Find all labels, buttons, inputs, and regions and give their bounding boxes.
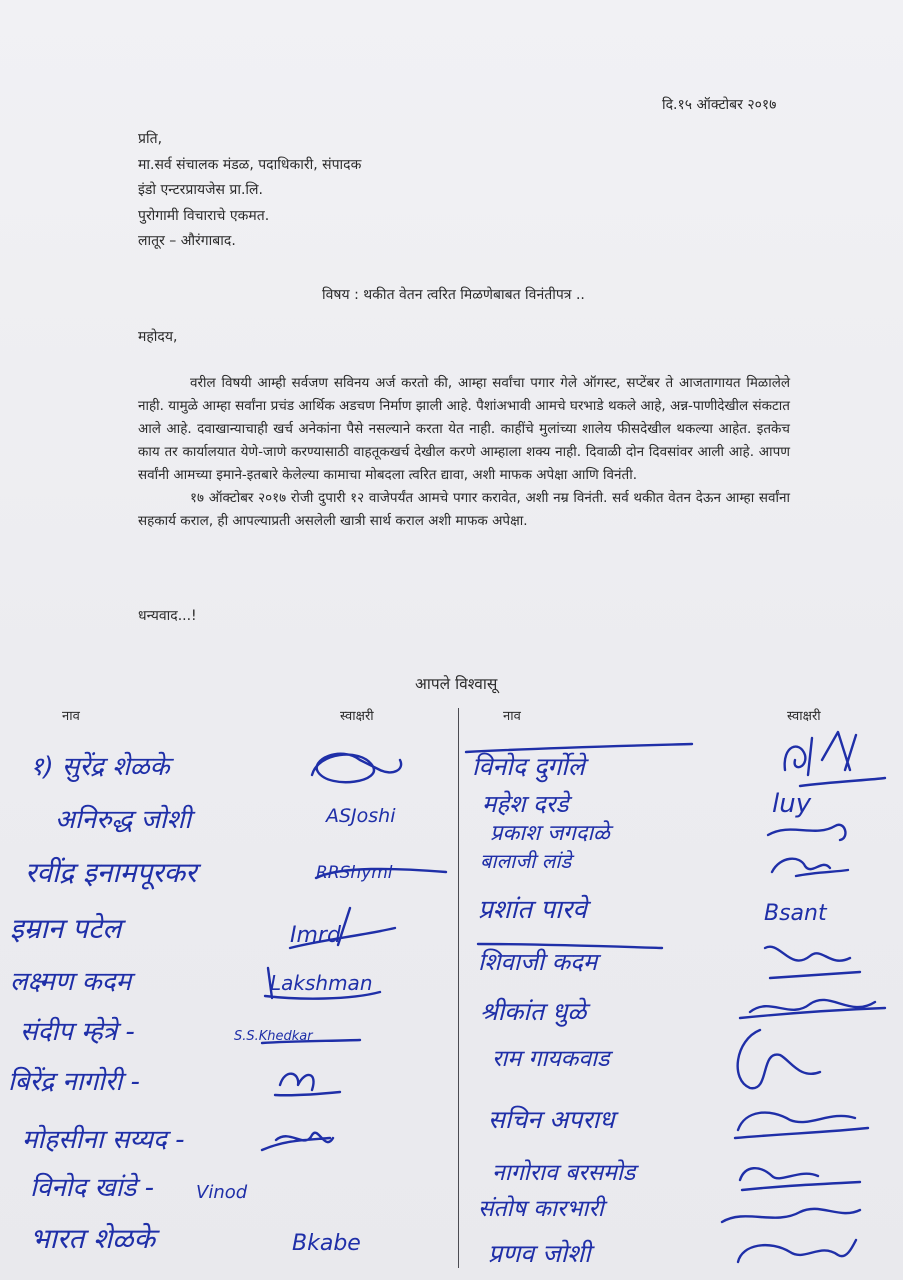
signature-mark: ASJoshi — [326, 805, 396, 827]
signatory-name: विनोद खांडे - — [30, 1173, 154, 1203]
signatory-name: प्रणव जोशी — [488, 1239, 591, 1268]
signatory-name: शिवाजी कदम — [478, 948, 598, 976]
signature-mark: Bkabe — [292, 1231, 361, 1256]
signature-mark: luy — [772, 789, 812, 819]
signatory-name: भारत शेळके — [30, 1222, 156, 1255]
right-signature-column-header: स्वाक्षरी — [787, 709, 821, 724]
signatory-name: महेश दरडे — [482, 790, 569, 818]
signature-mark: Bsant — [764, 901, 827, 926]
signature-mark: Lakshman — [270, 971, 373, 995]
recipient-line: लातूर – औरंगाबाद. — [138, 233, 236, 249]
left-signatory-names — [8, 751, 202, 1255]
signatory-name: प्रकाश जगदाळे — [490, 821, 610, 846]
signatory-name: संतोष कारभारी — [478, 1196, 604, 1222]
signatory-name: १) सुरेंद्र शेळके — [30, 752, 170, 782]
signatory-name: नागोराव बरसमोड — [492, 1160, 636, 1186]
letter-date: दि.१५ ऑक्टोबर २०१७ — [662, 97, 777, 113]
recipient-line: प्रति, — [138, 131, 163, 147]
signature-mark: Vinod — [196, 1182, 248, 1203]
signoff-heading: आपले विश्वासू — [415, 675, 498, 693]
signatory-name: बिरेंद्र नागोरी - — [8, 1067, 140, 1097]
right-signatory-names — [466, 744, 692, 1268]
recipient-line: पुरोगामी विचाराचे एकमत. — [138, 207, 270, 224]
salutation: महोदय, — [138, 329, 178, 345]
signatory-name: विनोद दुर्गोले — [472, 752, 585, 781]
left-name-column-header: नाव — [62, 709, 80, 724]
recipient-line: इंडो एन्टरप्रायजेस प्रा.लि. — [138, 182, 263, 198]
letter-subject: विषय : थकीत वेतन त्वरित मिळणेबाबत विनंतीपत्र .. — [322, 287, 585, 303]
signatory-name: इम्रान पटेल — [10, 912, 122, 945]
signatory-name: अनिरुद्ध जोशी — [55, 805, 192, 835]
signatory-name: रवींद्र इनामपूरकर — [25, 856, 197, 889]
body-paragraph: १७ ऑक्टोबर २०१७ रोजी दुपारी १२ वाजेपर्यंत आमचे पगार करावेत, अशी नम्र विनंती. सर्व थकीत वेतन देऊन आम्हा सर्वांना सहकार्य कराल, ही आपल्याप्रती असलेली खात्री सार्थ कराल अशी माफक अपेक्षा. — [138, 490, 790, 529]
signatory-name: राम गायकवाड — [492, 1046, 610, 1072]
signatory-name: प्रशांत पारवे — [478, 895, 587, 925]
signatory-name: लक्ष्मण कदम — [10, 967, 132, 997]
right-name-column-header: नाव — [503, 709, 521, 724]
signatory-name: मोहसीना सय्यद - — [22, 1125, 185, 1155]
recipient-line: मा.सर्व संचालक मंडळ, पदाधिकारी, संपादक — [138, 156, 362, 173]
signatory-name: बालाजी लांडे — [480, 849, 572, 873]
body-paragraph: वरील विषयी आम्ही सर्वजण सविनय अर्ज करतो की, आम्हा सर्वांचा पगार गेले ऑगस्ट, सप्टेंबर ते आजतागायत मिळालेले नाही. यामुळे आम्हा सर्वांना प्रचंड आर्थिक अडचण निर्माण झाली आहे. पैशांअभावी आमचे घरभाडे थकले आहे, अन्न-पाणीदेखील संकटात आले आहे. दवाखान्याचाही खर्च अनेकांना पैसे नसल्याने करता येत नाही. काहींचे मुलांच्या शालेय फीसदेखील थकल्या आहेत. इतकेच काय तर कार्यालयात येणे-जाणे करण्यासाठी वाहतूकखर्च देखील करणे आम्हाला शक्य नाही. दिवाळी दोन दिवसांवर आली आहे. आपण सर्वांनी आमच्या इमाने-इतबारे केलेल्या कामाचा मोबदला त्वरित द्यावा, अशी माफक अपेक्षा आणि विनंती. — [138, 375, 790, 483]
closing-thanks: धन्यवाद...! — [138, 608, 197, 624]
signature-mark: Imrd — [290, 923, 341, 948]
signatory-name: सचिन अपराध — [488, 1105, 615, 1134]
left-signature-column-header: स्वाक्षरी — [340, 709, 374, 724]
signature-mark: RRShyml — [316, 863, 393, 883]
signatory-name: संदीप म्हेत्रे - — [20, 1017, 135, 1047]
signature-mark: S.S.Khedkar — [234, 1029, 313, 1044]
signatory-name: श्रीकांत धुळे — [480, 997, 587, 1026]
right-signatures — [722, 732, 885, 1262]
left-signatures — [196, 754, 446, 1256]
